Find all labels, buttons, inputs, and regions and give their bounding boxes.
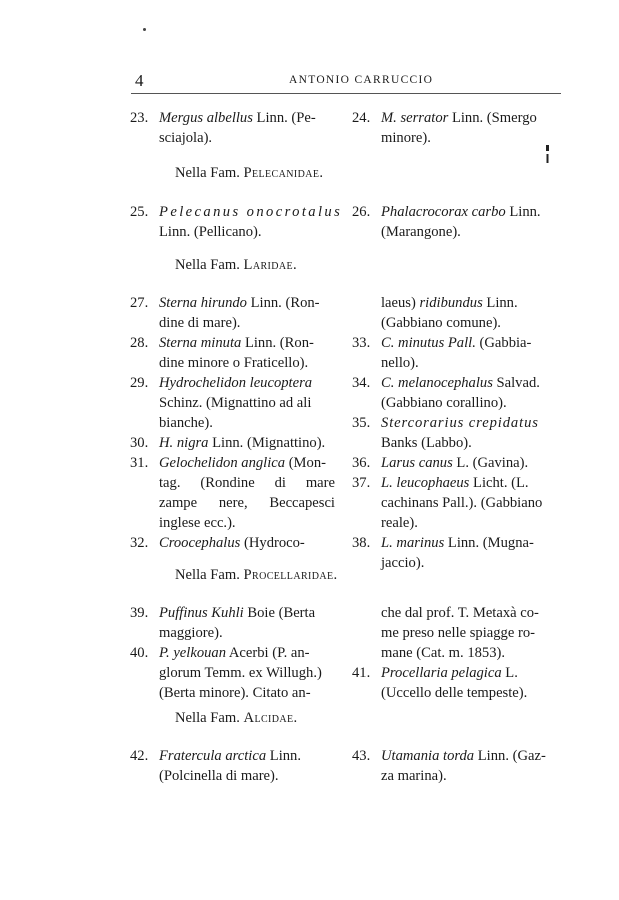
species-name: P. yelkouan (159, 645, 227, 661)
species-name: L. leucophaeus (381, 475, 470, 491)
entry-30: 30. H. nigra Linn. (Mignattino). (130, 435, 326, 451)
column-left-block-1 (130, 108, 335, 148)
entry-35: 35. Stercorarius crepidatus Banks (Labbo). (352, 415, 539, 451)
species-name: H. nigra (159, 435, 209, 451)
column-right-block-5 (352, 746, 557, 786)
species-name: Hydrochelidon leucoptera (159, 375, 313, 391)
species-name: M. serrator (381, 110, 449, 126)
entry-40-continuation: che dal prof. T. Metaxà co- me preso nelle spiagge ro- mane (Cat. m. 1853). (381, 605, 539, 661)
entry-25: 25. Pelecanus onocrotalus Linn. (Pellicano). (130, 204, 343, 240)
species-name: Puffinus Kuhli (159, 605, 244, 621)
entry-26: 26. Phalacrocorax carbo Linn. (Marangone). (352, 204, 541, 240)
family-heading-laridae: Nella Fam. Laridae. (175, 257, 298, 273)
entry-43: 43. Utamania torda Linn. (Gaz- za marina). (352, 748, 546, 784)
species-name: Gelochelidon anglica (159, 455, 286, 471)
entry-42: 42. Fratercula arctica Linn. (Polcinella di mare). (130, 748, 302, 784)
column-left-block-3 (130, 293, 335, 553)
family-heading-alcidae: Nella Fam. Alcidae. (175, 710, 298, 726)
entry-34: 34. C. melanocephalus Salvad. (Gabbiano corallino). (352, 375, 540, 411)
entry-27: 27. Sterna hirundo Linn. (Ron- dine di mare). (130, 295, 320, 331)
species-name: Procellaria pelagica (381, 665, 502, 681)
header-rule (131, 93, 561, 94)
species-name: C. minutus Pall. (381, 335, 476, 351)
species-name: Phalacrocorax carbo (381, 204, 506, 220)
column-right-block-3 (352, 293, 557, 573)
entry-23: 23. Mergus albellus Linn. (Pe- sciajola). (130, 110, 316, 146)
column-left-block-4 (130, 603, 335, 703)
species-name: Larus canus (381, 455, 453, 471)
running-title: ANTONIO CARRUCCIO (289, 74, 434, 86)
species-name: Pelecanus onocrotalus (159, 204, 343, 220)
entry-36: 36. Larus canus L. (Gavina). (352, 455, 529, 471)
entry-31: 31. Gelochelidon anglica (Mon- tag. (Rondine di mare zampe nere, Beccapesci inglese ecc.). (130, 455, 335, 531)
entry-39: 39. Puffinus Kuhli Boie (Berta maggiore). (130, 605, 316, 641)
species-name: C. melanocephalus (381, 375, 493, 391)
species-name: Sterna hirundo (159, 295, 247, 311)
column-right-block-1 (352, 108, 557, 148)
column-right-block-2 (352, 202, 557, 242)
species-name: Sterna minuta (159, 335, 242, 351)
speck (143, 28, 146, 31)
entry-28: 28. Sterna minuta Linn. (Ron- dine minore o Fraticello). (130, 335, 314, 371)
column-right-block-4 (352, 603, 557, 703)
page-number: 4 (135, 71, 144, 90)
family-heading-pelecanidae: Nella Fam. Pelecanidae. (175, 165, 324, 181)
species-name: Utamania torda (381, 748, 475, 764)
entry-37: 37. L. leucophaeus Licht. (L. cachinans Pall.). (Gabbiano reale). (352, 475, 543, 531)
species-name: L. marinus (381, 535, 445, 551)
family-heading-procellaridae: Nella Fam. Procellaridae. (175, 567, 338, 583)
entry-29: 29. Hydrochelidon leucoptera Schinz. (Mignattino ad ali bianche). (130, 375, 313, 431)
species-name: Fratercula arctica (159, 748, 267, 764)
species-name: Croocephalus (159, 535, 241, 551)
entry-33: 33. C. minutus Pall. (Gabbia- nello). (352, 335, 532, 371)
species-name: Stercorarius crepidatus (381, 415, 539, 431)
column-left-block-2 (130, 202, 343, 242)
entry-24: 24. M. serrator Linn. (Smergo minore). (352, 110, 537, 146)
species-name: Mergus albellus (159, 110, 253, 126)
species-name: ridibundus (419, 295, 483, 311)
column-left-block-5 (130, 746, 335, 786)
entry-32-continuation: laeus) ridibundus Linn. (Gabbiano comune). (381, 295, 518, 331)
entry-32: 32. Croocephalus (Hydroco- (130, 535, 305, 551)
entry-40: 40. P. yelkouan Acerbi (P. an- glorum Temm. ex Willugh.) (Berta minore). Citato an- (130, 645, 322, 701)
entry-38: 38. L. marinus Linn. (Mugna- jaccio). (352, 535, 534, 571)
entry-41: 41. Procellaria pelagica L. (Uccello delle tempeste). (352, 665, 528, 701)
